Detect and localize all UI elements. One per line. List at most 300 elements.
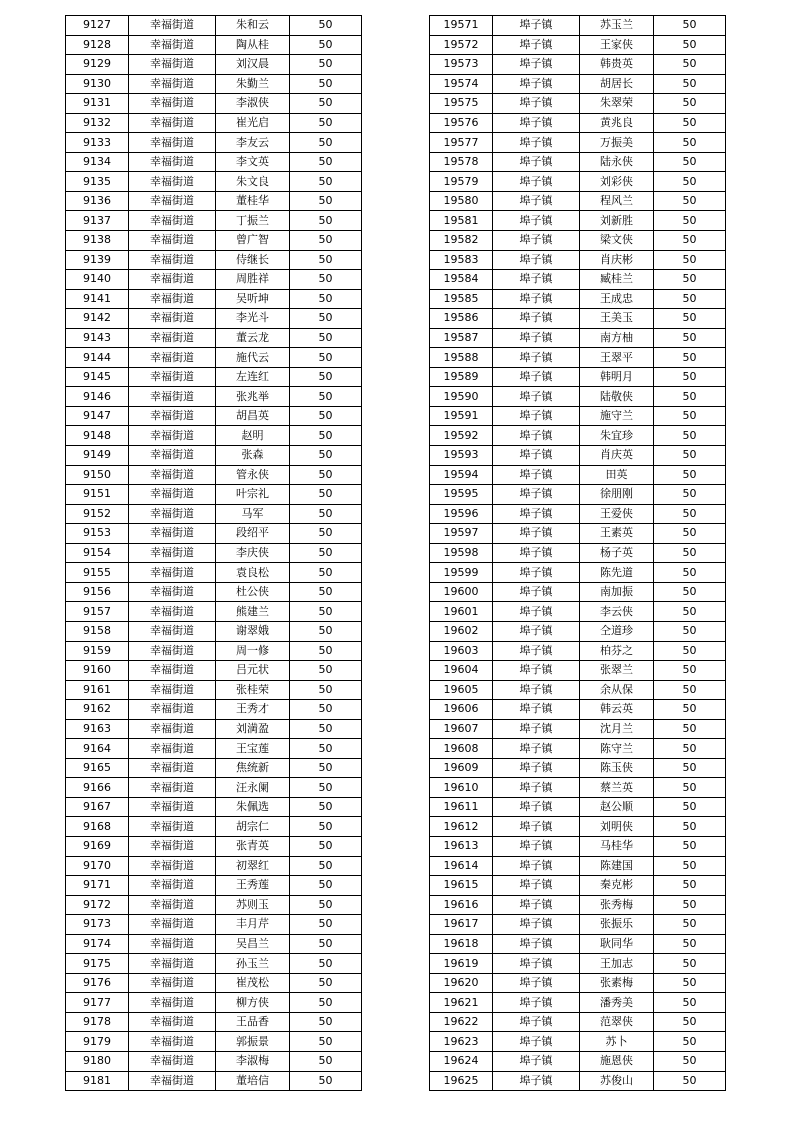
table-row <box>66 836 362 856</box>
table-row <box>66 719 362 739</box>
serial-number-cell: 9180 <box>66 1051 129 1071</box>
serial-number-cell: 19589 <box>430 367 493 387</box>
amount-cell: 50 <box>654 289 726 309</box>
area-cell: 埠子镇 <box>493 915 580 935</box>
table-row <box>430 739 726 759</box>
person-name-cell: 崔光启 <box>216 113 290 133</box>
serial-number-cell: 19613 <box>430 836 493 856</box>
area-cell: 幸福街道 <box>129 74 216 94</box>
serial-number-cell: 9140 <box>66 270 129 290</box>
serial-number-cell: 19616 <box>430 895 493 915</box>
area-cell: 埠子镇 <box>493 739 580 759</box>
person-name-cell: 孙玉兰 <box>216 954 290 974</box>
area-cell: 埠子镇 <box>493 856 580 876</box>
area-cell: 幸福街道 <box>129 954 216 974</box>
area-cell: 埠子镇 <box>493 406 580 426</box>
serial-number-cell: 9163 <box>66 719 129 739</box>
serial-number-cell: 19595 <box>430 485 493 505</box>
table-row <box>66 661 362 681</box>
serial-number-cell: 9170 <box>66 856 129 876</box>
area-cell: 埠子镇 <box>493 465 580 485</box>
amount-cell: 50 <box>290 641 362 661</box>
serial-number-cell: 19624 <box>430 1051 493 1071</box>
amount-cell: 50 <box>654 1051 726 1071</box>
area-cell: 埠子镇 <box>493 426 580 446</box>
amount-cell: 50 <box>654 348 726 368</box>
amount-cell: 50 <box>290 74 362 94</box>
person-name-cell: 崔茂松 <box>216 973 290 993</box>
amount-cell: 50 <box>290 778 362 798</box>
person-name-cell: 赵明 <box>216 426 290 446</box>
area-cell: 幸福街道 <box>129 191 216 211</box>
area-cell: 埠子镇 <box>493 172 580 192</box>
serial-number-cell: 19606 <box>430 700 493 720</box>
amount-cell: 50 <box>654 367 726 387</box>
amount-cell: 50 <box>654 954 726 974</box>
serial-number-cell: 19586 <box>430 309 493 329</box>
person-name-cell: 管永侠 <box>216 465 290 485</box>
table-row <box>430 797 726 817</box>
amount-cell: 50 <box>654 641 726 661</box>
area-cell: 埠子镇 <box>493 289 580 309</box>
table-row <box>66 74 362 94</box>
serial-number-cell: 9157 <box>66 602 129 622</box>
area-cell: 幸福街道 <box>129 172 216 192</box>
table-row <box>66 270 362 290</box>
amount-cell: 50 <box>290 426 362 446</box>
amount-cell: 50 <box>290 133 362 153</box>
person-name-cell: 王美玉 <box>580 309 654 329</box>
amount-cell: 50 <box>290 55 362 75</box>
serial-number-cell: 19573 <box>430 55 493 75</box>
amount-cell: 50 <box>290 739 362 759</box>
area-cell: 幸福街道 <box>129 856 216 876</box>
serial-number-cell: 19594 <box>430 465 493 485</box>
amount-cell: 50 <box>654 94 726 114</box>
table-row <box>66 954 362 974</box>
serial-number-cell: 19625 <box>430 1071 493 1091</box>
serial-number-cell: 19591 <box>430 406 493 426</box>
table-row <box>430 856 726 876</box>
area-cell: 埠子镇 <box>493 1071 580 1091</box>
serial-number-cell: 19575 <box>430 94 493 114</box>
area-cell: 埠子镇 <box>493 661 580 681</box>
area-cell: 埠子镇 <box>493 700 580 720</box>
person-name-cell: 叶宗礼 <box>216 485 290 505</box>
person-name-cell: 曾广智 <box>216 231 290 251</box>
serial-number-cell: 9145 <box>66 367 129 387</box>
serial-number-cell: 19622 <box>430 1012 493 1032</box>
serial-number-cell: 19582 <box>430 231 493 251</box>
amount-cell: 50 <box>290 915 362 935</box>
person-name-cell: 韩云英 <box>580 700 654 720</box>
person-name-cell: 张翠兰 <box>580 661 654 681</box>
serial-number-cell: 19605 <box>430 680 493 700</box>
amount-cell: 50 <box>654 973 726 993</box>
serial-number-cell: 9158 <box>66 621 129 641</box>
table-row <box>66 289 362 309</box>
person-name-cell: 朱文良 <box>216 172 290 192</box>
person-name-cell: 南加振 <box>580 582 654 602</box>
table-row <box>66 621 362 641</box>
area-cell: 幸福街道 <box>129 309 216 329</box>
table-row <box>430 74 726 94</box>
amount-cell: 50 <box>654 661 726 681</box>
area-cell: 埠子镇 <box>493 954 580 974</box>
serial-number-cell: 9128 <box>66 35 129 55</box>
serial-number-cell: 9154 <box>66 543 129 563</box>
amount-cell: 50 <box>290 250 362 270</box>
area-cell: 埠子镇 <box>493 524 580 544</box>
serial-number-cell: 19587 <box>430 328 493 348</box>
table-row <box>66 680 362 700</box>
serial-number-cell: 19610 <box>430 778 493 798</box>
table-row <box>430 250 726 270</box>
amount-cell: 50 <box>290 973 362 993</box>
serial-number-cell: 9150 <box>66 465 129 485</box>
serial-number-cell: 9139 <box>66 250 129 270</box>
person-name-cell: 董桂华 <box>216 191 290 211</box>
area-cell: 幸福街道 <box>129 934 216 954</box>
table-row <box>430 582 726 602</box>
serial-number-cell: 19590 <box>430 387 493 407</box>
person-name-cell: 潘秀美 <box>580 993 654 1013</box>
area-cell: 幸福街道 <box>129 504 216 524</box>
person-name-cell: 董培信 <box>216 1071 290 1091</box>
person-name-cell: 张素梅 <box>580 973 654 993</box>
table-row <box>430 191 726 211</box>
serial-number-cell: 9153 <box>66 524 129 544</box>
area-cell: 埠子镇 <box>493 55 580 75</box>
amount-cell: 50 <box>290 231 362 251</box>
amount-cell: 50 <box>654 993 726 1013</box>
amount-cell: 50 <box>290 719 362 739</box>
table-row <box>66 758 362 778</box>
table-row <box>66 582 362 602</box>
serial-number-cell: 9168 <box>66 817 129 837</box>
table-row <box>66 700 362 720</box>
person-name-cell: 焦统新 <box>216 758 290 778</box>
person-name-cell: 周一修 <box>216 641 290 661</box>
table-row <box>430 446 726 466</box>
amount-cell: 50 <box>290 367 362 387</box>
person-name-cell: 施守兰 <box>580 406 654 426</box>
table-row <box>66 113 362 133</box>
serial-number-cell: 19618 <box>430 934 493 954</box>
serial-number-cell: 9127 <box>66 16 129 36</box>
area-cell: 幸福街道 <box>129 778 216 798</box>
person-name-cell: 李文英 <box>216 152 290 172</box>
area-cell: 幸福街道 <box>129 250 216 270</box>
serial-number-cell: 19612 <box>430 817 493 837</box>
area-cell: 幸福街道 <box>129 602 216 622</box>
table-row <box>430 367 726 387</box>
right-table <box>429 15 726 1091</box>
amount-cell: 50 <box>290 661 362 681</box>
area-cell: 幸福街道 <box>129 797 216 817</box>
serial-number-cell: 19621 <box>430 993 493 1013</box>
table-row <box>66 172 362 192</box>
person-name-cell: 秦克彬 <box>580 876 654 896</box>
amount-cell: 50 <box>290 758 362 778</box>
person-name-cell: 陆永侠 <box>580 152 654 172</box>
person-name-cell: 梁文侠 <box>580 231 654 251</box>
amount-cell: 50 <box>290 563 362 583</box>
table-row <box>430 719 726 739</box>
area-cell: 埠子镇 <box>493 94 580 114</box>
amount-cell: 50 <box>290 1051 362 1071</box>
serial-number-cell: 19584 <box>430 270 493 290</box>
person-name-cell: 熊建兰 <box>216 602 290 622</box>
person-name-cell: 陶从桂 <box>216 35 290 55</box>
person-name-cell: 范翠侠 <box>580 1012 654 1032</box>
table-row <box>66 817 362 837</box>
serial-number-cell: 9143 <box>66 328 129 348</box>
person-name-cell: 丁振兰 <box>216 211 290 231</box>
serial-number-cell: 19623 <box>430 1032 493 1052</box>
person-name-cell: 王秀才 <box>216 700 290 720</box>
area-cell: 幸福街道 <box>129 465 216 485</box>
person-name-cell: 仝道珍 <box>580 621 654 641</box>
amount-cell: 50 <box>654 582 726 602</box>
table-row <box>430 993 726 1013</box>
area-cell: 埠子镇 <box>493 778 580 798</box>
area-cell: 埠子镇 <box>493 1032 580 1052</box>
amount-cell: 50 <box>654 504 726 524</box>
area-cell: 幸福街道 <box>129 426 216 446</box>
table-row <box>430 133 726 153</box>
area-cell: 埠子镇 <box>493 270 580 290</box>
serial-number-cell: 19576 <box>430 113 493 133</box>
area-cell: 埠子镇 <box>493 387 580 407</box>
table-row <box>430 778 726 798</box>
area-cell: 埠子镇 <box>493 309 580 329</box>
amount-cell: 50 <box>290 191 362 211</box>
person-name-cell: 李友云 <box>216 133 290 153</box>
person-name-cell: 万振美 <box>580 133 654 153</box>
amount-cell: 50 <box>290 113 362 133</box>
serial-number-cell: 9141 <box>66 289 129 309</box>
serial-number-cell: 19620 <box>430 973 493 993</box>
person-name-cell: 赵公顺 <box>580 797 654 817</box>
person-name-cell: 段绍平 <box>216 524 290 544</box>
table-row <box>430 758 726 778</box>
table-row <box>66 35 362 55</box>
table-row <box>430 348 726 368</box>
serial-number-cell: 19580 <box>430 191 493 211</box>
serial-number-cell: 9167 <box>66 797 129 817</box>
amount-cell: 50 <box>290 465 362 485</box>
amount-cell: 50 <box>290 446 362 466</box>
serial-number-cell: 9160 <box>66 661 129 681</box>
table-row <box>430 270 726 290</box>
person-name-cell: 蔡兰英 <box>580 778 654 798</box>
person-name-cell: 张青英 <box>216 836 290 856</box>
table-row <box>430 543 726 563</box>
person-name-cell: 余从保 <box>580 680 654 700</box>
amount-cell: 50 <box>290 406 362 426</box>
amount-cell: 50 <box>290 172 362 192</box>
person-name-cell: 陈建国 <box>580 856 654 876</box>
person-name-cell: 王宝莲 <box>216 739 290 759</box>
person-name-cell: 丰月芹 <box>216 915 290 935</box>
amount-cell: 50 <box>654 328 726 348</box>
serial-number-cell: 19572 <box>430 35 493 55</box>
person-name-cell: 李庆侠 <box>216 543 290 563</box>
table-row <box>66 973 362 993</box>
table-row <box>430 895 726 915</box>
serial-number-cell: 19597 <box>430 524 493 544</box>
area-cell: 埠子镇 <box>493 719 580 739</box>
area-cell: 幸福街道 <box>129 876 216 896</box>
area-cell: 幸福街道 <box>129 446 216 466</box>
area-cell: 幸福街道 <box>129 719 216 739</box>
area-cell: 埠子镇 <box>493 563 580 583</box>
person-name-cell: 朱佩选 <box>216 797 290 817</box>
serial-number-cell: 9155 <box>66 563 129 583</box>
amount-cell: 50 <box>654 250 726 270</box>
table-row <box>66 387 362 407</box>
area-cell: 幸福街道 <box>129 94 216 114</box>
area-cell: 幸福街道 <box>129 328 216 348</box>
table-row <box>430 563 726 583</box>
person-name-cell: 杜公侠 <box>216 582 290 602</box>
area-cell: 埠子镇 <box>493 16 580 36</box>
serial-number-cell: 19614 <box>430 856 493 876</box>
table-row <box>66 543 362 563</box>
table-row <box>66 1012 362 1032</box>
table-row <box>66 797 362 817</box>
serial-number-cell: 19581 <box>430 211 493 231</box>
area-cell: 埠子镇 <box>493 934 580 954</box>
table-row <box>66 152 362 172</box>
amount-cell: 50 <box>290 680 362 700</box>
amount-cell: 50 <box>654 485 726 505</box>
amount-cell: 50 <box>290 876 362 896</box>
table-row <box>430 289 726 309</box>
table-row <box>430 485 726 505</box>
area-cell: 幸福街道 <box>129 915 216 935</box>
person-name-cell: 肖庆英 <box>580 446 654 466</box>
area-cell: 幸福街道 <box>129 895 216 915</box>
amount-cell: 50 <box>654 563 726 583</box>
amount-cell: 50 <box>654 172 726 192</box>
person-name-cell: 周胜祥 <box>216 270 290 290</box>
person-name-cell: 王翠平 <box>580 348 654 368</box>
amount-cell: 50 <box>654 895 726 915</box>
table-row <box>66 55 362 75</box>
table-row <box>66 348 362 368</box>
person-name-cell: 肖庆彬 <box>580 250 654 270</box>
area-cell: 埠子镇 <box>493 797 580 817</box>
amount-cell: 50 <box>290 934 362 954</box>
area-cell: 埠子镇 <box>493 328 580 348</box>
serial-number-cell: 9179 <box>66 1032 129 1052</box>
amount-cell: 50 <box>290 485 362 505</box>
amount-cell: 50 <box>654 621 726 641</box>
person-name-cell: 张森 <box>216 446 290 466</box>
amount-cell: 50 <box>654 152 726 172</box>
person-name-cell: 李淑侠 <box>216 94 290 114</box>
amount-cell: 50 <box>654 915 726 935</box>
area-cell: 幸福街道 <box>129 211 216 231</box>
person-name-cell: 朱翠荣 <box>580 94 654 114</box>
serial-number-cell: 19571 <box>430 16 493 36</box>
table-row <box>430 211 726 231</box>
amount-cell: 50 <box>654 856 726 876</box>
table-row <box>430 16 726 36</box>
serial-number-cell: 19615 <box>430 876 493 896</box>
table-row <box>66 406 362 426</box>
serial-number-cell: 19602 <box>430 621 493 641</box>
area-cell: 埠子镇 <box>493 152 580 172</box>
serial-number-cell: 19609 <box>430 758 493 778</box>
serial-number-cell: 9138 <box>66 231 129 251</box>
serial-number-cell: 19600 <box>430 582 493 602</box>
amount-cell: 50 <box>290 895 362 915</box>
amount-cell: 50 <box>290 289 362 309</box>
area-cell: 幸福街道 <box>129 739 216 759</box>
area-cell: 幸福街道 <box>129 406 216 426</box>
amount-cell: 50 <box>654 74 726 94</box>
amount-cell: 50 <box>654 797 726 817</box>
person-name-cell: 徐朋刚 <box>580 485 654 505</box>
person-name-cell: 朱宜珍 <box>580 426 654 446</box>
person-name-cell: 陈玉侠 <box>580 758 654 778</box>
table-row <box>430 309 726 329</box>
person-name-cell: 王成忠 <box>580 289 654 309</box>
table-row <box>66 446 362 466</box>
table-row <box>430 231 726 251</box>
area-cell: 埠子镇 <box>493 211 580 231</box>
table-row <box>430 152 726 172</box>
table-row <box>430 876 726 896</box>
table-row <box>430 602 726 622</box>
area-cell: 埠子镇 <box>493 602 580 622</box>
area-cell: 幸福街道 <box>129 700 216 720</box>
area-cell: 幸福街道 <box>129 621 216 641</box>
serial-number-cell: 9159 <box>66 641 129 661</box>
amount-cell: 50 <box>290 328 362 348</box>
person-name-cell: 汪永阑 <box>216 778 290 798</box>
person-name-cell: 陈先道 <box>580 563 654 583</box>
table-row <box>430 661 726 681</box>
serial-number-cell: 19577 <box>430 133 493 153</box>
person-name-cell: 刘新胜 <box>580 211 654 231</box>
amount-cell: 50 <box>290 602 362 622</box>
table-row <box>430 954 726 974</box>
person-name-cell: 韩贵英 <box>580 55 654 75</box>
table-row <box>66 739 362 759</box>
serial-number-cell: 9172 <box>66 895 129 915</box>
person-name-cell: 刘彩侠 <box>580 172 654 192</box>
serial-number-cell: 9134 <box>66 152 129 172</box>
area-cell: 幸福街道 <box>129 641 216 661</box>
person-name-cell: 马军 <box>216 504 290 524</box>
area-cell: 埠子镇 <box>493 876 580 896</box>
person-name-cell: 马桂华 <box>580 836 654 856</box>
person-name-cell: 苏俊山 <box>580 1071 654 1091</box>
table-row <box>430 426 726 446</box>
serial-number-cell: 9169 <box>66 836 129 856</box>
serial-number-cell: 19588 <box>430 348 493 368</box>
area-cell: 埠子镇 <box>493 74 580 94</box>
area-cell: 幸福街道 <box>129 1012 216 1032</box>
amount-cell: 50 <box>290 954 362 974</box>
person-name-cell: 王秀莲 <box>216 876 290 896</box>
table-row <box>66 641 362 661</box>
area-cell: 埠子镇 <box>493 231 580 251</box>
